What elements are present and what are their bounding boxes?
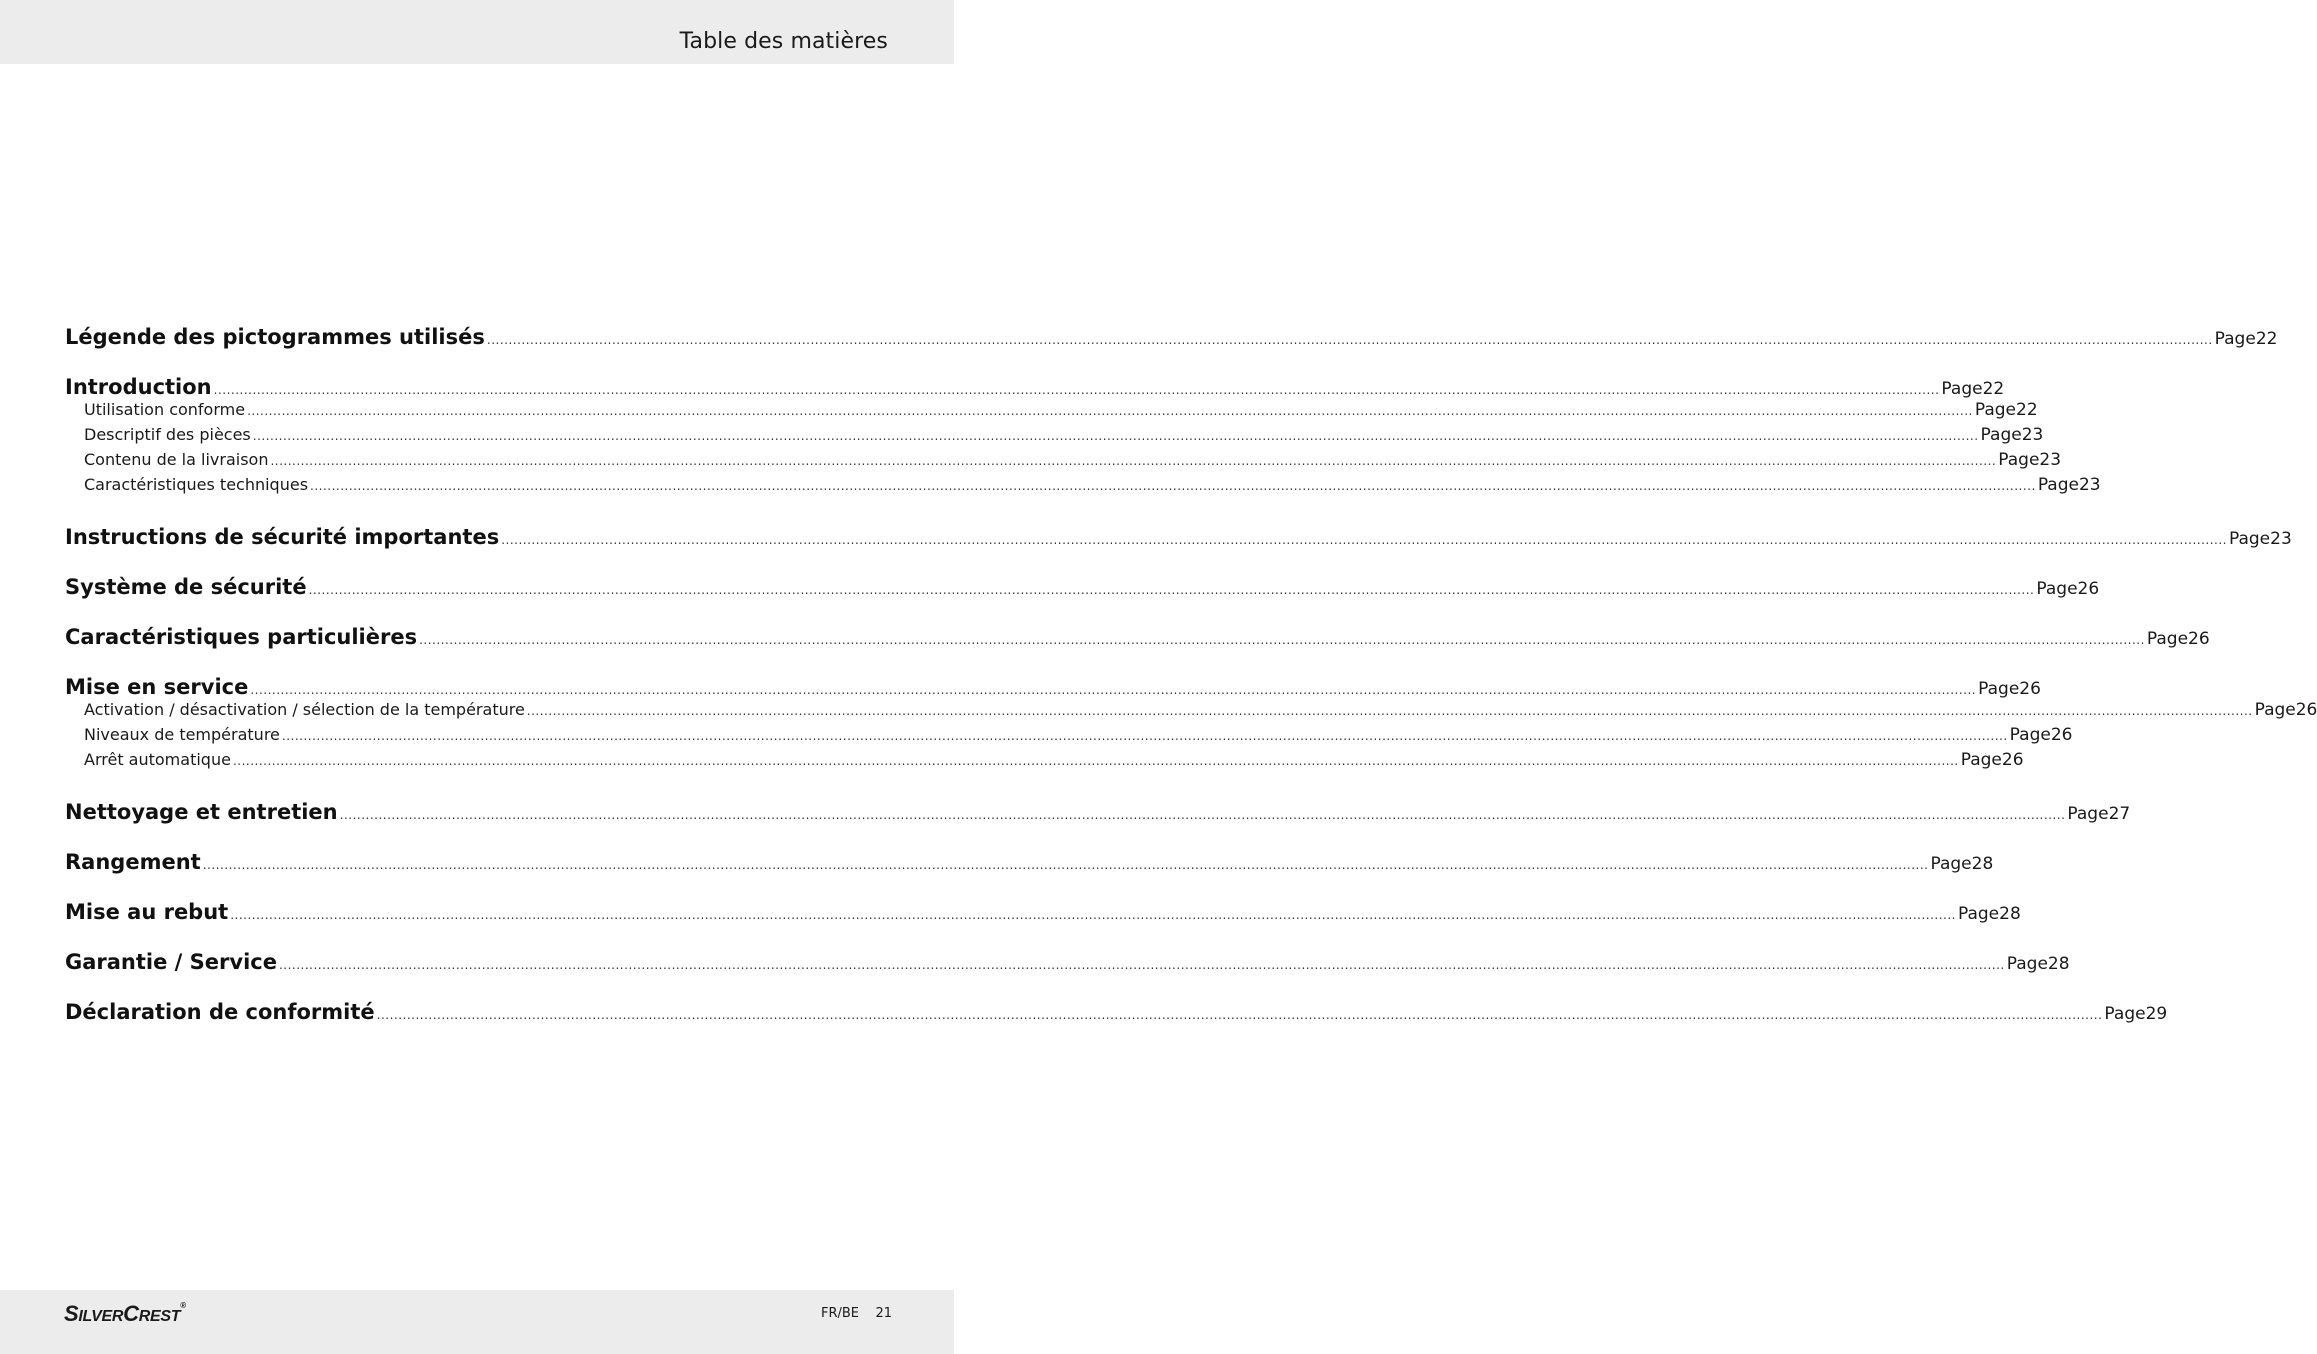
toc-section	[65, 525, 2292, 550]
toc-entry-title: Mise au rebut	[65, 900, 229, 924]
page-label: Page	[1941, 379, 1983, 399]
toc-page-ref	[1975, 400, 2038, 420]
toc-subentry	[65, 475, 2101, 500]
toc-subentry-title: Contenu de la livraison	[84, 450, 269, 469]
dot-leader: ................................................................................................................................................................................................................................................................................................................................................................................................................	[486, 333, 2213, 347]
page-title: Table des matières	[679, 29, 888, 54]
toc-entry	[65, 850, 1994, 875]
toc-entry-title: Nettoyage et entretien	[65, 800, 338, 824]
toc-subentry	[65, 400, 2038, 425]
toc-page-ref	[2229, 529, 2292, 549]
dot-leader: ................................................................................................................................................................................................................................................................................................................................................................................................................	[281, 729, 2008, 743]
toc-subentry-title: Descriptif des pièces	[84, 425, 251, 444]
toc-section	[65, 800, 2131, 825]
toc-page-ref	[1998, 450, 2061, 470]
dot-leader: ................................................................................................................................................................................................................................................................................................................................................................................................................	[230, 908, 1956, 922]
page-label: Page	[1978, 679, 2020, 699]
footer-page-number: 21	[875, 1306, 892, 1321]
page-label: Page	[2214, 329, 2256, 349]
toc-section	[65, 950, 2070, 975]
page-number: 26	[2001, 750, 2024, 770]
page-number: 27	[2108, 804, 2131, 824]
toc-entry	[65, 950, 2070, 975]
toc-entry	[65, 325, 2278, 350]
toc-entry-title: Garantie / Service	[65, 950, 277, 974]
toc-page-ref	[1958, 904, 2021, 924]
page-label: Page	[1957, 904, 2000, 924]
toc-entry	[65, 625, 2210, 650]
toc-section	[65, 1000, 2168, 1025]
page-number: 26	[2019, 679, 2041, 699]
dot-leader: ................................................................................................................................................................................................................................................................................................................................................................................................................	[501, 533, 2227, 547]
toc-page-ref	[2036, 579, 2099, 599]
toc-subentry-title: Arrêt automatique	[84, 750, 231, 769]
toc-page-ref	[2215, 329, 2278, 349]
toc-entry	[65, 575, 2100, 600]
toc-entry-title: Instructions de sécurité importantes	[65, 525, 500, 549]
toc-entry-title: Introduction	[65, 375, 212, 399]
toc-page-ref	[2147, 629, 2210, 649]
page-number: 26	[2050, 725, 2073, 745]
page-label: Page	[2009, 725, 2051, 745]
page-number: 26	[2295, 700, 2317, 720]
toc-entry	[65, 1000, 2168, 1025]
toc-page-ref	[1981, 425, 2044, 445]
dot-leader: ................................................................................................................................................................................................................................................................................................................................................................................................................	[310, 479, 2036, 493]
page-number: 28	[2047, 954, 2070, 974]
page-number: 28	[1971, 854, 1994, 874]
page-number: 29	[2145, 1004, 2168, 1024]
dot-leader: ................................................................................................................................................................................................................................................................................................................................................................................................................	[376, 1008, 2103, 1022]
toc-subentry	[65, 700, 2317, 725]
toc-section	[65, 575, 2100, 600]
page-number: 22	[1982, 379, 2005, 399]
dot-leader: ................................................................................................................................................................................................................................................................................................................................................................................................................	[278, 958, 2005, 972]
page-label: Page	[2254, 700, 2296, 720]
footer-language-code: FR/BE	[820, 1306, 859, 1321]
page-number: 26	[2188, 629, 2210, 649]
page-label: Page	[1960, 750, 2002, 770]
dot-leader: ................................................................................................................................................................................................................................................................................................................................................................................................................	[247, 404, 1973, 418]
dot-leader: ................................................................................................................................................................................................................................................................................................................................................................................................................	[419, 633, 2145, 647]
toc-page-ref	[2104, 1004, 2167, 1024]
toc-entry-title: Mise en service	[65, 675, 249, 699]
page-label: Page	[1998, 450, 2040, 470]
toc-page-ref	[2067, 804, 2130, 824]
toc-page-ref	[1930, 854, 1993, 874]
toc-section	[65, 325, 2278, 350]
page-label: Page	[2104, 1004, 2146, 1024]
toc-page-ref	[2010, 725, 2073, 745]
toc-subentry-title: Niveaux de température	[84, 725, 280, 744]
page-number: 23	[2021, 425, 2044, 445]
toc-subentry-title: Utilisation conforme	[84, 400, 246, 419]
silvercrest-logo: SILVERCREST®	[64, 1301, 186, 1326]
toc-page-ref	[2255, 700, 2317, 720]
toc-entry-title: Rangement	[65, 850, 201, 874]
page-number: 23	[2039, 450, 2062, 470]
page-number: 23	[2078, 475, 2101, 495]
toc-section	[65, 675, 2317, 775]
page-label: Page	[2228, 529, 2271, 549]
toc-entry-title: Déclaration de conformité	[65, 1000, 375, 1024]
toc-page-ref	[2007, 954, 2070, 974]
page-label: Page	[2146, 629, 2189, 649]
dot-leader: ................................................................................................................................................................................................................................................................................................................................................................................................................	[232, 754, 1959, 768]
toc-section	[65, 850, 1994, 875]
page-number: 26	[2077, 579, 2100, 599]
toc-section	[65, 625, 2210, 650]
toc-subentry-title: Caractéristiques techniques	[84, 475, 309, 494]
dot-leader: ................................................................................................................................................................................................................................................................................................................................................................................................................	[308, 583, 2035, 597]
page-label: Page	[2036, 579, 2078, 599]
dot-leader: ................................................................................................................................................................................................................................................................................................................................................................................................................	[250, 683, 1977, 697]
dot-leader: ................................................................................................................................................................................................................................................................................................................................................................................................................	[202, 858, 1929, 872]
toc-section	[65, 900, 2021, 925]
page-number: 23	[2270, 529, 2292, 549]
page-label: Page	[1980, 425, 2022, 445]
toc-section	[65, 375, 2101, 500]
toc-subentry-title: Activation / désactivation / sélection de la température	[84, 700, 525, 719]
dot-leader: ................................................................................................................................................................................................................................................................................................................................................................................................................	[213, 383, 1940, 397]
toc-entry-title: Système de sécurité	[65, 575, 307, 599]
toc-subentry	[65, 725, 2073, 750]
page-number: 28	[1999, 904, 2021, 924]
toc-entry-title: Caractéristiques particulières	[65, 625, 418, 649]
page-label: Page	[2006, 954, 2048, 974]
toc-entry	[65, 375, 2005, 400]
table-of-contents	[65, 325, 2317, 1050]
toc-entry	[65, 675, 2041, 700]
page-label: Page	[2067, 804, 2109, 824]
header-band	[0, 0, 954, 64]
page-number: 22	[2016, 400, 2038, 420]
toc-page-ref	[1941, 379, 2004, 399]
toc-entry	[65, 800, 2131, 825]
dot-leader: ................................................................................................................................................................................................................................................................................................................................................................................................................	[526, 704, 2253, 718]
dot-leader: ................................................................................................................................................................................................................................................................................................................................................................................................................	[252, 429, 1979, 443]
page-label: Page	[1974, 400, 2017, 420]
toc-page-ref	[2038, 475, 2101, 495]
toc-subentry	[65, 750, 2024, 775]
dot-leader: ................................................................................................................................................................................................................................................................................................................................................................................................................	[339, 808, 2066, 822]
page-number: 22	[2255, 329, 2278, 349]
toc-subentry	[65, 450, 2062, 475]
toc-page-ref	[1978, 679, 2041, 699]
toc-subentry	[65, 425, 2044, 450]
page-label: Page	[1930, 854, 1972, 874]
toc-entry-title: Légende des pictogrammes utilisés	[65, 325, 485, 349]
page-label: Page	[2037, 475, 2079, 495]
toc-entry	[65, 525, 2292, 550]
toc-page-ref	[1961, 750, 2024, 770]
dot-leader: ................................................................................................................................................................................................................................................................................................................................................................................................................	[270, 454, 1997, 468]
toc-entry	[65, 900, 2021, 925]
